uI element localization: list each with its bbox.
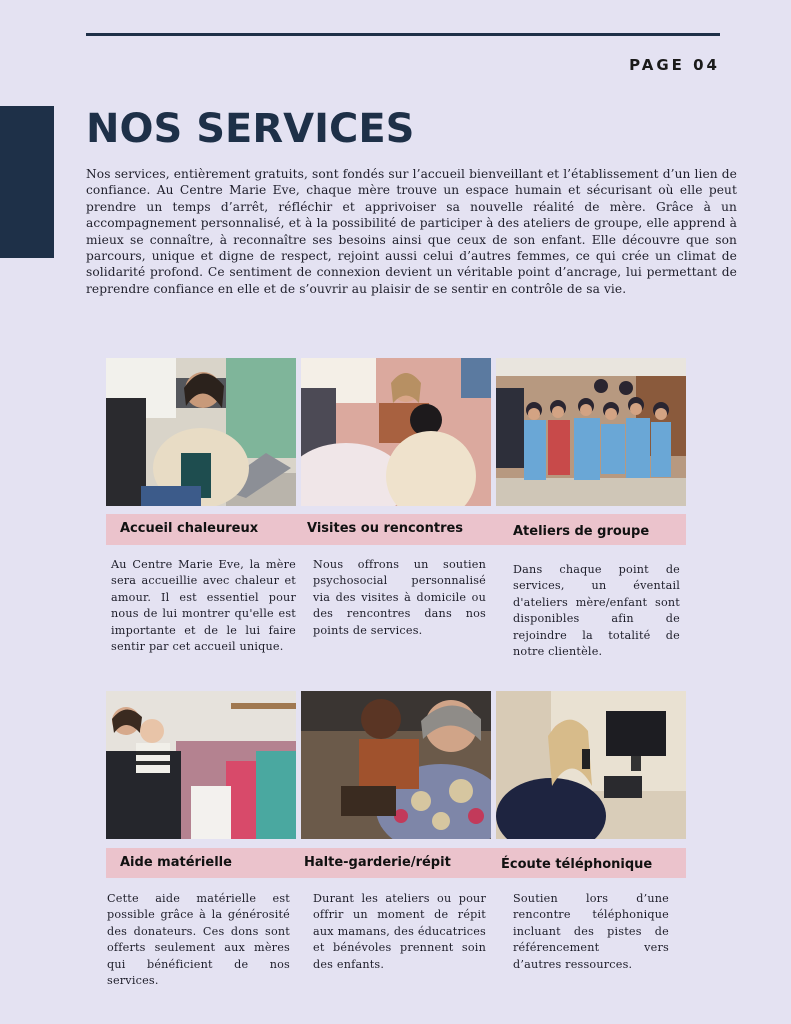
photo-halte-garderie <box>301 691 491 839</box>
service-label-ecoute: Écoute téléphonique <box>501 857 653 872</box>
top-divider <box>86 33 720 36</box>
service-text-ateliers: Dans chaque point de services, un éventail d'ateliers mère/enfant sont disponibles afin de rejoindre la totalité de notre clientèle. <box>513 563 680 659</box>
service-label-visites: Visites ou rencontres <box>307 521 464 536</box>
service-label-accueil: Accueil chaleureux <box>120 521 259 536</box>
service-text-accueil: Au Centre Marie Eve, la mère sera accueillie avec chaleur et amour. Il est essentiel pour nous de lui montrer qu'elle est importante et de le lui faire sentir par cet accueil unique. <box>111 558 296 654</box>
service-label-aide: Aide matérielle <box>120 855 232 870</box>
service-text-ecoute: Soutien lors d’une rencontre téléphonique incluant des pistes de référencement vers d’autres ressources. <box>513 892 669 971</box>
photo-ecoute-telephonique <box>496 691 686 839</box>
intro-paragraph: Nos services, entièrement gratuits, sont fondés sur l’accueil bienveillant et l’établissement d’un lien de confiance. Au Centre Marie Eve, chaque mère trouve un espace humain et sécurisant où elle peut prendre un temps d’arrêt, réfléchir et apprivoiser sa nouvelle réalité de mère. Grâce à un accompagnement personnalisé, et à la possibilité de participer à des ateliers de groupe, elle apprend à mieux se connaître, à reconnaître ses besoins ainsi que ceux de son enfant. Elle découvre que son parcours, unique et digne de respect, rejoint aussi celui d’autres femmes, ce qui crée un climat de solidarité profond. Ce sentiment de connexion devient un véritable point d’ancrage, lui permettant de reprendre confiance en elle et de s’ouvrir au plaisir de se sentir en contrôle de sa vie. <box>86 167 737 296</box>
service-label-ateliers: Ateliers de groupe <box>513 524 650 539</box>
page-title: NOS SERVICES <box>86 106 415 152</box>
photo-ateliers-groupe <box>496 358 686 506</box>
side-accent-block <box>0 106 54 258</box>
service-text-aide: Cette aide matérielle est possible grâce à la générosité des donateurs. Ces dons sont offerts seulement aux mères qui bénéficient de nos services. <box>107 892 290 988</box>
photo-accueil-chaleureux <box>106 358 296 506</box>
service-label-halte: Halte-garderie/répit <box>304 855 451 870</box>
service-text-visites: Nous offrons un soutien psychosocial personnalisé via des visites à domicile ou des rencontres dans nos points de services. <box>313 558 486 637</box>
page-number: PAGE 04 <box>629 56 720 74</box>
service-text-halte: Durant les ateliers ou pour offrir un moment de répit aux mamans, des éducatrices et bénévoles prennent soin des enfants. <box>313 892 486 971</box>
photo-aide-materielle <box>106 691 296 839</box>
photo-visites-rencontres <box>301 358 491 506</box>
